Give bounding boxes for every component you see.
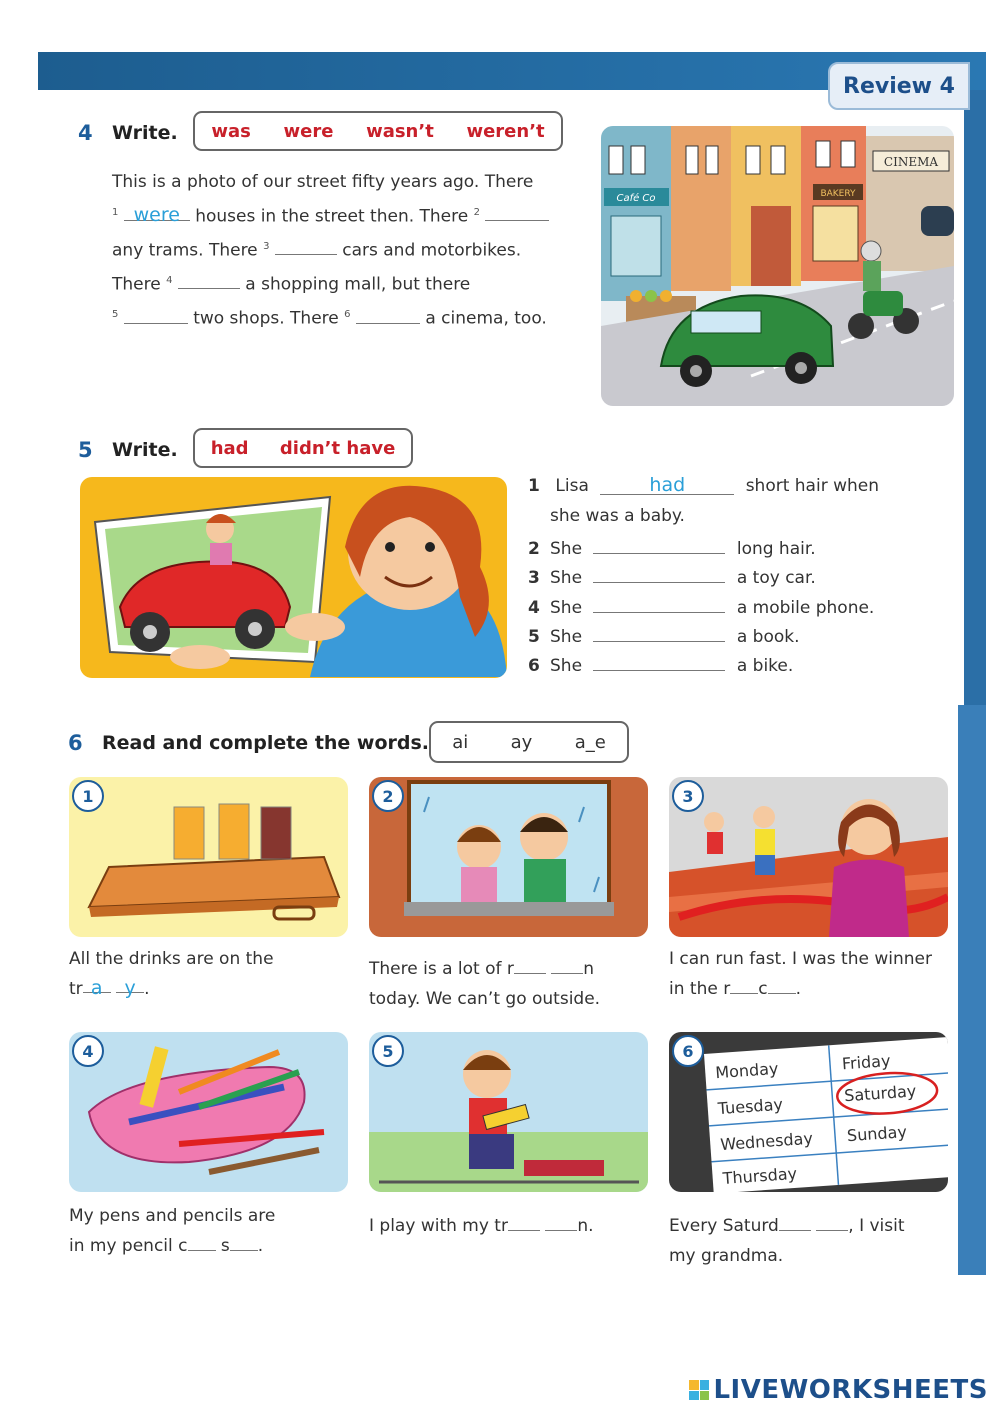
pic-3-number: 3: [672, 780, 704, 812]
liveworksheets-logo: [689, 1375, 988, 1405]
word-a-e: a_e: [574, 731, 606, 753]
pic-4-number: 4: [72, 1035, 104, 1067]
pic-2-number: 2: [372, 780, 404, 812]
pic-5-caption: I play with my tr n.: [369, 1211, 659, 1241]
pic-6-number: 6: [672, 1035, 704, 1067]
logo-text: LIVEWORKSHEETS: [713, 1375, 988, 1405]
pic-6-blank-2[interactable]: [816, 1212, 848, 1231]
word-ai: ai: [452, 731, 469, 753]
review-tab: Review 4: [828, 62, 970, 110]
calendar: [704, 1037, 948, 1192]
ex5-item-6: 6 She a bike.: [528, 652, 793, 676]
cal-tuesday: Tuesday: [717, 1094, 784, 1119]
girl-photo-illustration: [80, 477, 507, 678]
pic-tray: [69, 777, 348, 937]
cinema-sign: CINEMA: [883, 155, 939, 169]
pic-6-caption: Every Saturd , I visit my grandma.: [669, 1211, 959, 1271]
pic-3-caption: I can run fast. I was the winner in the r c .: [669, 949, 932, 999]
ex4-word-box: [193, 111, 563, 151]
ex5-item-1: 1 Lisa had short hair when: [528, 474, 879, 496]
pic-1-blank-1[interactable]: a: [83, 974, 111, 993]
ex5-item-5: 5 She a book.: [528, 623, 800, 647]
logo-mark-icon: [689, 1380, 709, 1400]
cal-monday: Monday: [714, 1058, 780, 1083]
ex5-item-2: 2 She long hair.: [528, 535, 816, 559]
ex4-blank-3[interactable]: [275, 236, 337, 255]
ex5-blank-2[interactable]: [593, 535, 725, 554]
cafe-sign: Café Co: [616, 193, 656, 204]
pic-6-blank-1[interactable]: [779, 1212, 811, 1231]
pic-4-caption: My pens and pencils are in my pencil c s .: [69, 1206, 276, 1256]
pic-2-blank-1[interactable]: [514, 955, 546, 974]
page-edge-bar-lower: [958, 705, 986, 1275]
pic-toy-train: [369, 1032, 648, 1192]
cal-sunday: Sunday: [846, 1122, 908, 1146]
ex4-title: Write.: [112, 122, 178, 144]
pic-1-blank-2[interactable]: y: [116, 974, 144, 993]
word-ay: ay: [510, 731, 533, 753]
cal-thursday: Thursday: [722, 1163, 798, 1188]
ex5-blank-6[interactable]: [593, 652, 725, 671]
pic-5-blank-1[interactable]: [508, 1212, 540, 1231]
ex4-text: [112, 168, 582, 334]
bakery-sign: BAKERY: [820, 189, 856, 199]
ex4-line-2: $^1$ were houses in the street then. There $^2$: [112, 198, 582, 232]
ex5-sentences: [528, 476, 948, 686]
ex4-line-1: This is a photo of our street fifty years ago. There: [112, 172, 534, 192]
pic-2-blank-2[interactable]: [551, 955, 583, 974]
pic-1-caption: All the drinks are on the tr a y .: [69, 949, 274, 999]
ex5-blank-3[interactable]: [593, 564, 725, 583]
pic-calendar: [669, 1032, 948, 1192]
ex4-blank-2[interactable]: [485, 202, 549, 221]
ex4-blank-4[interactable]: [178, 270, 240, 289]
word-didnt-have: didn’t have: [279, 437, 396, 459]
word-wasnt: wasn’t: [366, 120, 434, 142]
pic-4-blank-1[interactable]: [188, 1232, 216, 1251]
ex5-blank-1[interactable]: had: [600, 476, 734, 495]
ex5-item-4: 4 She a mobile phone.: [528, 594, 874, 618]
ex5-word-box: [193, 428, 413, 468]
street-illustration: [601, 126, 954, 406]
cal-wednesday: Wednesday: [719, 1128, 814, 1155]
cal-friday: Friday: [841, 1051, 892, 1074]
ex6-number: 6: [68, 731, 83, 755]
pic-1-number: 1: [72, 780, 104, 812]
ex5-item-3: 3 She a toy car.: [528, 564, 816, 588]
ex4-blank-5[interactable]: [124, 305, 188, 324]
ex4-line-3: any trams. There $^3$ cars and motorbikes.: [112, 232, 582, 266]
cal-saturday: Saturday: [843, 1081, 917, 1106]
pic-3-blank-1[interactable]: [730, 975, 758, 994]
pic-5-number: 5: [372, 1035, 404, 1067]
word-were: were: [283, 120, 334, 142]
ex5-item-1-cont: she was a baby.: [550, 506, 685, 526]
pic-5-blank-2[interactable]: [545, 1212, 577, 1231]
pic-race: [669, 777, 948, 937]
ex5-number: 5: [78, 438, 93, 462]
ex4-number: 4: [78, 121, 93, 145]
ex4-blank-1[interactable]: were: [124, 202, 190, 221]
word-was: was: [211, 120, 251, 142]
pic-2-caption: There is a lot of r n today. We can’t go outside.: [369, 954, 659, 1014]
ex5-blank-4[interactable]: [593, 594, 725, 613]
word-had: had: [210, 437, 249, 459]
word-werent: weren’t: [466, 120, 545, 142]
ex6-title: Read and complete the words.: [102, 732, 430, 754]
ex4-blank-6[interactable]: [356, 305, 420, 324]
ex4-line-5: $^5$ two shops. There $^6$ a cinema, too.: [112, 300, 582, 334]
ex4-line-4: There $^4$ a shopping mall, but there: [112, 266, 582, 300]
pic-3-blank-2[interactable]: [768, 975, 796, 994]
ex5-title: Write.: [112, 439, 178, 461]
pic-4-blank-2[interactable]: [230, 1232, 258, 1251]
ex6-word-box: [429, 721, 629, 763]
pic-pencil-case: [69, 1032, 348, 1192]
pic-rain-window: [369, 777, 648, 937]
ex5-blank-5[interactable]: [593, 623, 725, 642]
